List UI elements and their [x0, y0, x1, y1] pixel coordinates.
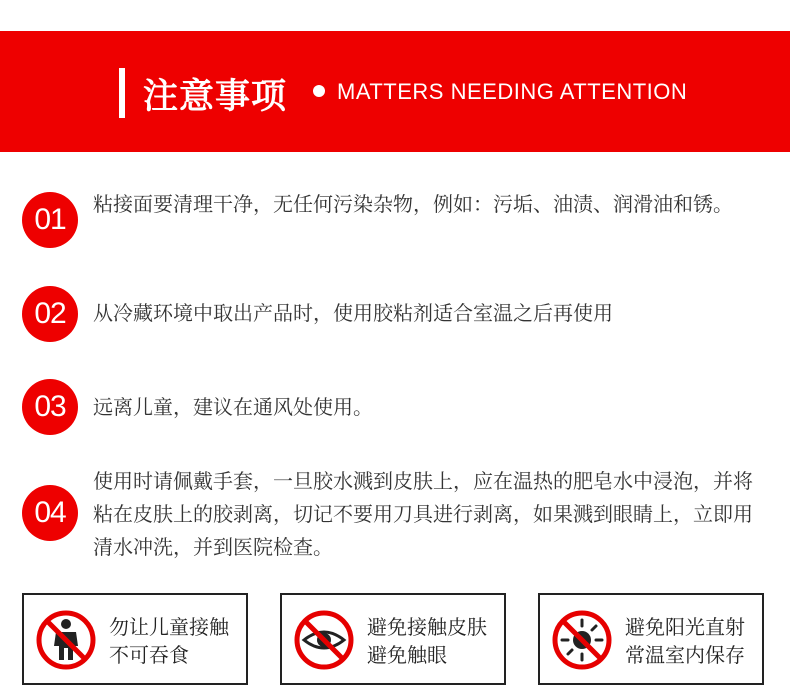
no-sun-icon — [552, 610, 612, 670]
page-subtitle: MATTERS NEEDING ATTENTION — [337, 79, 688, 104]
warning-line-2: 不可吞食 — [109, 643, 189, 667]
warning-line-1: 避免阳光直射 — [625, 615, 745, 639]
warning-text — [625, 613, 745, 669]
warning-line-1: 勿让儿童接触 — [109, 615, 229, 639]
item-text: 远离儿童，建议在通风处使用。 — [93, 395, 373, 419]
item-text: 使用时请佩戴手套，一旦胶水溅到皮肤上，应在温热的肥皂水中浸泡，并将粘在皮肤上的胶剥离，切记不要用刀具进行剥离，如果溅到眼睛上，立即用清水冲洗，并到医院检查。 — [93, 469, 753, 559]
item-number-badge: 04 — [22, 485, 78, 541]
bullet-dot — [313, 85, 325, 97]
warning-box-sunlight — [538, 593, 764, 685]
warning-line-2: 避免触眼 — [367, 643, 447, 667]
item-text: 粘接面要清理干净，无任何污染杂物，例如：污垢、油渍、润滑油和锈。 — [93, 192, 733, 216]
warning-box-eyes — [280, 593, 506, 685]
no-eye-icon — [294, 610, 354, 670]
item-number-badge: 03 — [22, 379, 78, 435]
warning-box-children — [22, 593, 248, 685]
item-number-badge: 02 — [22, 286, 78, 342]
header-banner — [0, 31, 790, 152]
item-text: 从冷藏环境中取出产品时，使用胶粘剂适合室温之后再使用 — [93, 301, 613, 325]
item-number-badge: 01 — [22, 192, 78, 248]
no-child-icon — [36, 610, 96, 670]
warning-text — [367, 613, 487, 669]
warning-text — [109, 613, 229, 669]
warning-line-1: 避免接触皮肤 — [367, 615, 487, 639]
warning-line-2: 常温室内保存 — [625, 643, 745, 667]
title-bar-decoration — [119, 68, 125, 118]
page-title: 注意事项 — [143, 77, 288, 117]
